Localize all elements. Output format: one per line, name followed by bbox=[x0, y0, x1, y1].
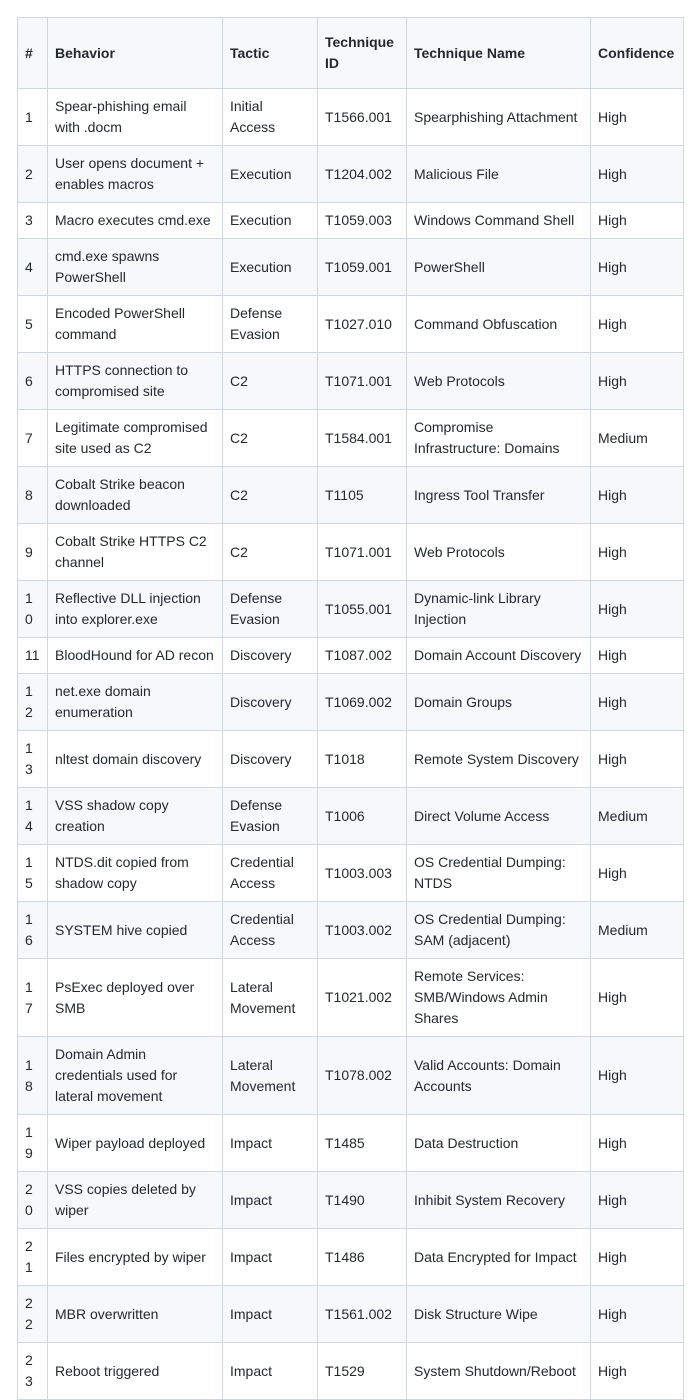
cell-number: 19 bbox=[18, 1115, 48, 1172]
cell-behavior: Legitimate compromised site used as C2 bbox=[48, 410, 223, 467]
cell-tactic: Impact bbox=[223, 1115, 318, 1172]
cell-behavior: VSS copies deleted by wiper bbox=[48, 1172, 223, 1229]
cell-technique-name: Malicious File bbox=[407, 146, 591, 203]
cell-number: 7 bbox=[18, 410, 48, 467]
cell-tactic: Impact bbox=[223, 1229, 318, 1286]
cell-tactic: Lateral Movement bbox=[223, 1037, 318, 1115]
cell-number: 10 bbox=[18, 581, 48, 638]
cell-confidence: High bbox=[591, 674, 684, 731]
cell-confidence: High bbox=[591, 203, 684, 239]
cell-tactic: Credential Access bbox=[223, 845, 318, 902]
cell-confidence: High bbox=[591, 467, 684, 524]
cell-technique-name: Spearphishing Attachment bbox=[407, 89, 591, 146]
cell-number: 4 bbox=[18, 239, 48, 296]
cell-behavior: HTTPS connection to compromised site bbox=[48, 353, 223, 410]
cell-tactic: Defense Evasion bbox=[223, 296, 318, 353]
cell-number: 9 bbox=[18, 524, 48, 581]
cell-confidence: High bbox=[591, 524, 684, 581]
cell-tactic: Credential Access bbox=[223, 902, 318, 959]
table-row bbox=[18, 239, 684, 296]
table-row bbox=[18, 524, 684, 581]
cell-technique-id: T1003.003 bbox=[318, 845, 407, 902]
table-header bbox=[18, 18, 684, 89]
table-row bbox=[18, 959, 684, 1037]
table-row bbox=[18, 731, 684, 788]
cell-tactic: Defense Evasion bbox=[223, 788, 318, 845]
table-row bbox=[18, 353, 684, 410]
cell-technique-id: T1486 bbox=[318, 1229, 407, 1286]
cell-behavior: BloodHound for AD recon bbox=[48, 638, 223, 674]
cell-behavior: Macro executes cmd.exe bbox=[48, 203, 223, 239]
cell-confidence: High bbox=[591, 638, 684, 674]
table-row bbox=[18, 788, 684, 845]
cell-technique-id: T1071.001 bbox=[318, 353, 407, 410]
cell-behavior: Domain Admin credentials used for lateral movement bbox=[48, 1037, 223, 1115]
cell-behavior: Cobalt Strike beacon downloaded bbox=[48, 467, 223, 524]
cell-tactic: Lateral Movement bbox=[223, 959, 318, 1037]
cell-technique-id: T1566.001 bbox=[318, 89, 407, 146]
cell-technique-id: T1087.002 bbox=[318, 638, 407, 674]
cell-tactic: Execution bbox=[223, 239, 318, 296]
cell-behavior: Reboot triggered bbox=[48, 1343, 223, 1400]
cell-number: 23 bbox=[18, 1343, 48, 1400]
cell-confidence: High bbox=[591, 731, 684, 788]
table-row bbox=[18, 638, 684, 674]
cell-technique-name: Ingress Tool Transfer bbox=[407, 467, 591, 524]
cell-behavior: net.exe domain enumeration bbox=[48, 674, 223, 731]
cell-technique-name: Data Destruction bbox=[407, 1115, 591, 1172]
cell-tactic: Initial Access bbox=[223, 89, 318, 146]
cell-number: 17 bbox=[18, 959, 48, 1037]
table-row bbox=[18, 581, 684, 638]
cell-confidence: High bbox=[591, 239, 684, 296]
cell-technique-id: T1055.001 bbox=[318, 581, 407, 638]
cell-technique-id: T1003.002 bbox=[318, 902, 407, 959]
cell-number: 5 bbox=[18, 296, 48, 353]
cell-technique-id: T1006 bbox=[318, 788, 407, 845]
cell-technique-id: T1069.002 bbox=[318, 674, 407, 731]
cell-behavior: Reflective DLL injection into explorer.exe bbox=[48, 581, 223, 638]
cell-number: 2 bbox=[18, 146, 48, 203]
cell-technique-id: T1018 bbox=[318, 731, 407, 788]
cell-confidence: High bbox=[591, 296, 684, 353]
cell-confidence: High bbox=[591, 845, 684, 902]
cell-number: 1 bbox=[18, 89, 48, 146]
cell-behavior: MBR overwritten bbox=[48, 1286, 223, 1343]
header-technique-id: Technique ID bbox=[318, 18, 407, 89]
cell-technique-name: PowerShell bbox=[407, 239, 591, 296]
cell-confidence: High bbox=[591, 89, 684, 146]
cell-technique-id: T1071.001 bbox=[318, 524, 407, 581]
table-row bbox=[18, 296, 684, 353]
cell-tactic: Impact bbox=[223, 1343, 318, 1400]
table-row bbox=[18, 902, 684, 959]
cell-number: 20 bbox=[18, 1172, 48, 1229]
cell-technique-name: Dynamic-link Library Injection bbox=[407, 581, 591, 638]
cell-behavior: Cobalt Strike HTTPS C2 channel bbox=[48, 524, 223, 581]
table-row bbox=[18, 674, 684, 731]
cell-technique-id: T1021.002 bbox=[318, 959, 407, 1037]
cell-tactic: C2 bbox=[223, 467, 318, 524]
cell-behavior: Files encrypted by wiper bbox=[48, 1229, 223, 1286]
cell-technique-name: Web Protocols bbox=[407, 524, 591, 581]
cell-tactic: C2 bbox=[223, 353, 318, 410]
cell-technique-id: T1561.002 bbox=[318, 1286, 407, 1343]
cell-behavior: cmd.exe spawns PowerShell bbox=[48, 239, 223, 296]
cell-confidence: High bbox=[591, 959, 684, 1037]
cell-confidence: High bbox=[591, 581, 684, 638]
cell-behavior: Spear-phishing email with .docm bbox=[48, 89, 223, 146]
table-body bbox=[18, 89, 684, 1400]
cell-technique-name: Remote Services: SMB/Windows Admin Shares bbox=[407, 959, 591, 1037]
cell-tactic: Discovery bbox=[223, 674, 318, 731]
cell-technique-name: Compromise Infrastructure: Domains bbox=[407, 410, 591, 467]
cell-confidence: Medium bbox=[591, 788, 684, 845]
cell-tactic: C2 bbox=[223, 410, 318, 467]
cell-technique-name: Remote System Discovery bbox=[407, 731, 591, 788]
cell-technique-name: OS Credential Dumping: NTDS bbox=[407, 845, 591, 902]
cell-technique-name: OS Credential Dumping: SAM (adjacent) bbox=[407, 902, 591, 959]
cell-technique-name: Web Protocols bbox=[407, 353, 591, 410]
cell-technique-id: T1529 bbox=[318, 1343, 407, 1400]
cell-behavior: SYSTEM hive copied bbox=[48, 902, 223, 959]
cell-number: 8 bbox=[18, 467, 48, 524]
cell-tactic: Discovery bbox=[223, 731, 318, 788]
cell-number: 21 bbox=[18, 1229, 48, 1286]
cell-behavior: User opens document + enables macros bbox=[48, 146, 223, 203]
cell-confidence: High bbox=[591, 1343, 684, 1400]
cell-number: 14 bbox=[18, 788, 48, 845]
table-row bbox=[18, 1172, 684, 1229]
cell-technique-id: T1105 bbox=[318, 467, 407, 524]
cell-number: 6 bbox=[18, 353, 48, 410]
cell-confidence: High bbox=[591, 353, 684, 410]
attack-mapping-table bbox=[17, 17, 684, 1400]
table-row bbox=[18, 146, 684, 203]
cell-number: 12 bbox=[18, 674, 48, 731]
table-row bbox=[18, 203, 684, 239]
cell-confidence: High bbox=[591, 1172, 684, 1229]
cell-confidence: High bbox=[591, 1286, 684, 1343]
cell-number: 18 bbox=[18, 1037, 48, 1115]
cell-number: 3 bbox=[18, 203, 48, 239]
cell-tactic: Defense Evasion bbox=[223, 581, 318, 638]
cell-technique-id: T1059.001 bbox=[318, 239, 407, 296]
cell-number: 13 bbox=[18, 731, 48, 788]
table-row bbox=[18, 1229, 684, 1286]
table-row bbox=[18, 845, 684, 902]
table-row bbox=[18, 1115, 684, 1172]
cell-behavior: Wiper payload deployed bbox=[48, 1115, 223, 1172]
table-row bbox=[18, 410, 684, 467]
cell-confidence: Medium bbox=[591, 410, 684, 467]
cell-technique-name: Disk Structure Wipe bbox=[407, 1286, 591, 1343]
cell-behavior: Encoded PowerShell command bbox=[48, 296, 223, 353]
table-row bbox=[18, 467, 684, 524]
cell-number: 11 bbox=[18, 638, 48, 674]
cell-technique-name: Data Encrypted for Impact bbox=[407, 1229, 591, 1286]
cell-technique-name: System Shutdown/Reboot bbox=[407, 1343, 591, 1400]
cell-technique-id: T1078.002 bbox=[318, 1037, 407, 1115]
cell-technique-id: T1027.010 bbox=[318, 296, 407, 353]
cell-confidence: Medium bbox=[591, 902, 684, 959]
cell-tactic: Execution bbox=[223, 203, 318, 239]
cell-tactic: C2 bbox=[223, 524, 318, 581]
cell-confidence: High bbox=[591, 1115, 684, 1172]
header-tactic: Tactic bbox=[223, 18, 318, 89]
header-behavior: Behavior bbox=[48, 18, 223, 89]
cell-tactic: Discovery bbox=[223, 638, 318, 674]
cell-behavior: VSS shadow copy creation bbox=[48, 788, 223, 845]
cell-confidence: High bbox=[591, 1229, 684, 1286]
cell-technique-id: T1059.003 bbox=[318, 203, 407, 239]
cell-technique-name: Windows Command Shell bbox=[407, 203, 591, 239]
cell-confidence: High bbox=[591, 146, 684, 203]
cell-tactic: Impact bbox=[223, 1286, 318, 1343]
cell-number: 16 bbox=[18, 902, 48, 959]
cell-number: 15 bbox=[18, 845, 48, 902]
cell-behavior: NTDS.dit copied from shadow copy bbox=[48, 845, 223, 902]
cell-technique-id: T1485 bbox=[318, 1115, 407, 1172]
cell-technique-name: Direct Volume Access bbox=[407, 788, 591, 845]
table-row bbox=[18, 1286, 684, 1343]
cell-technique-id: T1490 bbox=[318, 1172, 407, 1229]
header-confidence: Confidence bbox=[591, 18, 684, 89]
cell-behavior: PsExec deployed over SMB bbox=[48, 959, 223, 1037]
header-row bbox=[18, 18, 684, 89]
cell-behavior: nltest domain discovery bbox=[48, 731, 223, 788]
cell-tactic: Impact bbox=[223, 1172, 318, 1229]
cell-technique-name: Domain Account Discovery bbox=[407, 638, 591, 674]
cell-technique-name: Command Obfuscation bbox=[407, 296, 591, 353]
cell-technique-name: Domain Groups bbox=[407, 674, 591, 731]
header-technique-name: Technique Name bbox=[407, 18, 591, 89]
cell-confidence: High bbox=[591, 1037, 684, 1115]
cell-technique-id: T1204.002 bbox=[318, 146, 407, 203]
cell-technique-name: Valid Accounts: Domain Accounts bbox=[407, 1037, 591, 1115]
header-number: # bbox=[18, 18, 48, 89]
cell-number: 22 bbox=[18, 1286, 48, 1343]
table-row bbox=[18, 89, 684, 146]
table-row bbox=[18, 1037, 684, 1115]
table-row bbox=[18, 1343, 684, 1400]
cell-technique-id: T1584.001 bbox=[318, 410, 407, 467]
cell-tactic: Execution bbox=[223, 146, 318, 203]
cell-technique-name: Inhibit System Recovery bbox=[407, 1172, 591, 1229]
